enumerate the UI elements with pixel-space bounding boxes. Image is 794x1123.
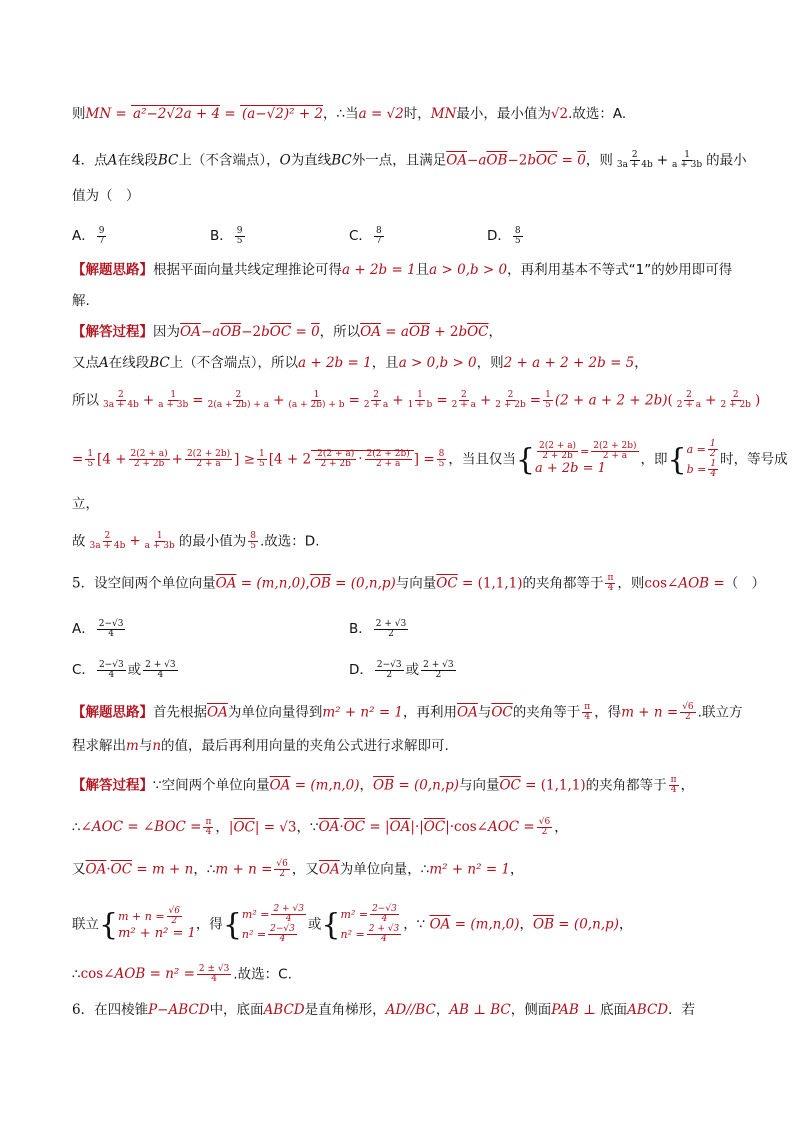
option-b[interactable]: B． $\frac{9}{5}$ xyxy=(210,225,243,246)
q5-option-d[interactable]: D． $\frac{2-√3}{2}$ 或 $\frac{2 + √3}{2}$ xyxy=(349,659,454,680)
q4-process-line-2: 又点A在线段BC上（不含端点），所以a + 2b = 1，且a > 0,b > 0，则2 + a + 2 + 2b = 5， xyxy=(72,355,648,371)
question-6-stem: 6．在四棱锥P−ABCD中，底面ABCD是直角梯形，AD//BC，AB ⊥ BC，侧面PAB ⊥ 底面ABCD．若 xyxy=(72,1002,696,1018)
q5-idea-line-2: 程求解出m与n的值，最后再利用向量的夹角公式进行求解即可. xyxy=(72,738,449,754)
question-4-stem-line-1: 4．点A在线段BC上（不含端点），O为直线BC外一点，且满足$\overline{OA}-a\overline{OB}-2b\overline{OC} = 0$，则 $\frac{2}{3a + 4b}$ + $\frac{1}{a + 3b}$ 的最小 xyxy=(72,150,747,171)
q4-process-line-5: 立， xyxy=(72,496,99,512)
q4-process-line-4: = $\frac{1}{5}$ [4 + $\frac{2(2 + a)}{2 + 2b}$ + $\frac{2(2 + 2b)}{2 + a}$ ] ≥ $\frac{1}{5}$ [4 + 2 $\frac{2(2 + a)}{2 + 2b}$ · $\frac{2(2 + 2b)}{2 + a}$ ] = $\frac{8}{5}$ ，当且仅当{ $\frac{2(2 + a)}{2 + 2b}$ = $\frac{2(2 + 2b)}{2 + a}$ a + 2b = 1 ，即{ a = $\frac{1}{2}$ b = $\frac{1}{4}$ 时，等号成 xyxy=(72,439,788,480)
solution-line-q3-end: 则MN = a²−2√2a + 4 = (a−√2)² + 2，∴当a = √2时，MN最小，最小值为√2.故选：A. xyxy=(72,106,627,122)
q4-idea-line-2: 解. xyxy=(72,293,90,309)
q5-option-a[interactable]: A． $\frac{2-√3}{4}$ xyxy=(72,618,124,639)
q5-process-line-2: ∴∠AOC = ∠BOC = $\frac{\pi}{4}$ ，$|\overline{OC}| = √3$，$\because\overline{OA}\cdot\overline{OC}$ = $|\overline{OA}|\cdot|\overline{OC}|\cdot\cos\angle AOC$ = $\frac{√6}{2}$ ， xyxy=(72,817,568,838)
q4-idea-line-1: 【解题思路】根据平面向量共线定理推论可得a + 2b = 1且a > 0,b > 0，再利用基本不等式“1”的妙用即可得 xyxy=(72,262,733,278)
q5-process-line-3: 又$\overline{OA}\cdot\overline{OC} = m + n$，∴m + n = $\frac{√6}{2}$ ，又$\overline{OA}$为单位向量，∴m² + n² = 1， xyxy=(72,859,524,880)
option-c[interactable]: C． $\frac{8}{7}$ xyxy=(349,225,382,246)
q5-option-b[interactable]: B． $\frac{2 + √3}{2}$ xyxy=(349,618,407,639)
q4-process-line-3: 所以 $\frac{2}{3a + 4b}$ + $\frac{1}{a + 3b}$ = $\frac{2}{2(a + 2b) + a}$ + $\frac{1}{(a + 2b) + b}$ = $\frac{2}{2 + a}$ + $\frac{1}{1 + b}$ = $\frac{2}{2 + a}$ + $\frac{2}{2 + 2b}$ = $\frac{1}{5}$ (2 + a + 2 + 2b)( $\frac{2}{2 + a}$ + $\frac{2}{2 + 2b}$ ) xyxy=(72,390,761,411)
q4-process-line-6: 故 $\frac{2}{3a + 4b}$ + $\frac{1}{a + 3b}$ 的最小值为 $\frac{8}{5}$ .故选：D. xyxy=(72,531,320,552)
question-5-stem: 5．设空间两个单位向量$\overline{OA} = (m,n,0),\overline{OB} = (0,n,p)$与向量$\overline{OC} = (1,1,1)$的夹角都等于 $\frac{\pi}{4}$ ，则cos∠AOB =（ ） xyxy=(72,573,766,594)
q5-idea-line-1: 【解题思路】首先根据$\overline{OA}$为单位向量得到m² + n² = 1，再利用$\overline{OA}$与$\overline{OC}$的夹角等于 $\frac{\pi}{4}$ ，得m + n = $\frac{√6}{2}$ .联立方 xyxy=(72,702,743,723)
q4-process-line-1: 【解答过程】因为$\overline{OA}-a\overline{OB}-2b\overline{OC} = 0$，所以$\overline{OA} = a\overline{OB} + 2b\overline{OC}$， xyxy=(72,324,503,340)
option-d[interactable]: D． $\frac{8}{5}$ xyxy=(487,225,521,246)
question-4-stem-line-2: 值为（ ） xyxy=(72,188,140,204)
q5-option-c[interactable]: C． $\frac{2-√3}{4}$ 或 $\frac{2 + √3}{4}$ xyxy=(72,659,176,680)
option-a[interactable]: A． $\frac{9}{7}$ xyxy=(72,225,105,246)
q5-process-line-4: 联立{ m + n = $\frac{√6}{2}$ m² + n² = 1 ，得{ m² = $\frac{2 + √3}{4}$ n² = $\frac{2-√3}{4}$ 或{ m² = $\frac{2-√3}{4}$ n² = $\frac{2 + √3}{4}$ ，∵ $\overline{OA} = (m,n,0)$，$\overline{OB} = (0,n,p)$， xyxy=(72,904,633,945)
q5-process-line-5: ∴cos∠AOB = n² = $\frac{2 \pm √3}{4}$ .故选：C. xyxy=(72,964,292,985)
q5-process-line-1: 【解答过程】∵空间两个单位向量$\overline{OA} = (m,n,0)$，$\overline{OB} = (0,n,p)$与向量$\overline{OC} = (1,1,1)$的夹角都等于 $\frac{\pi}{4}$ ， xyxy=(72,775,695,796)
